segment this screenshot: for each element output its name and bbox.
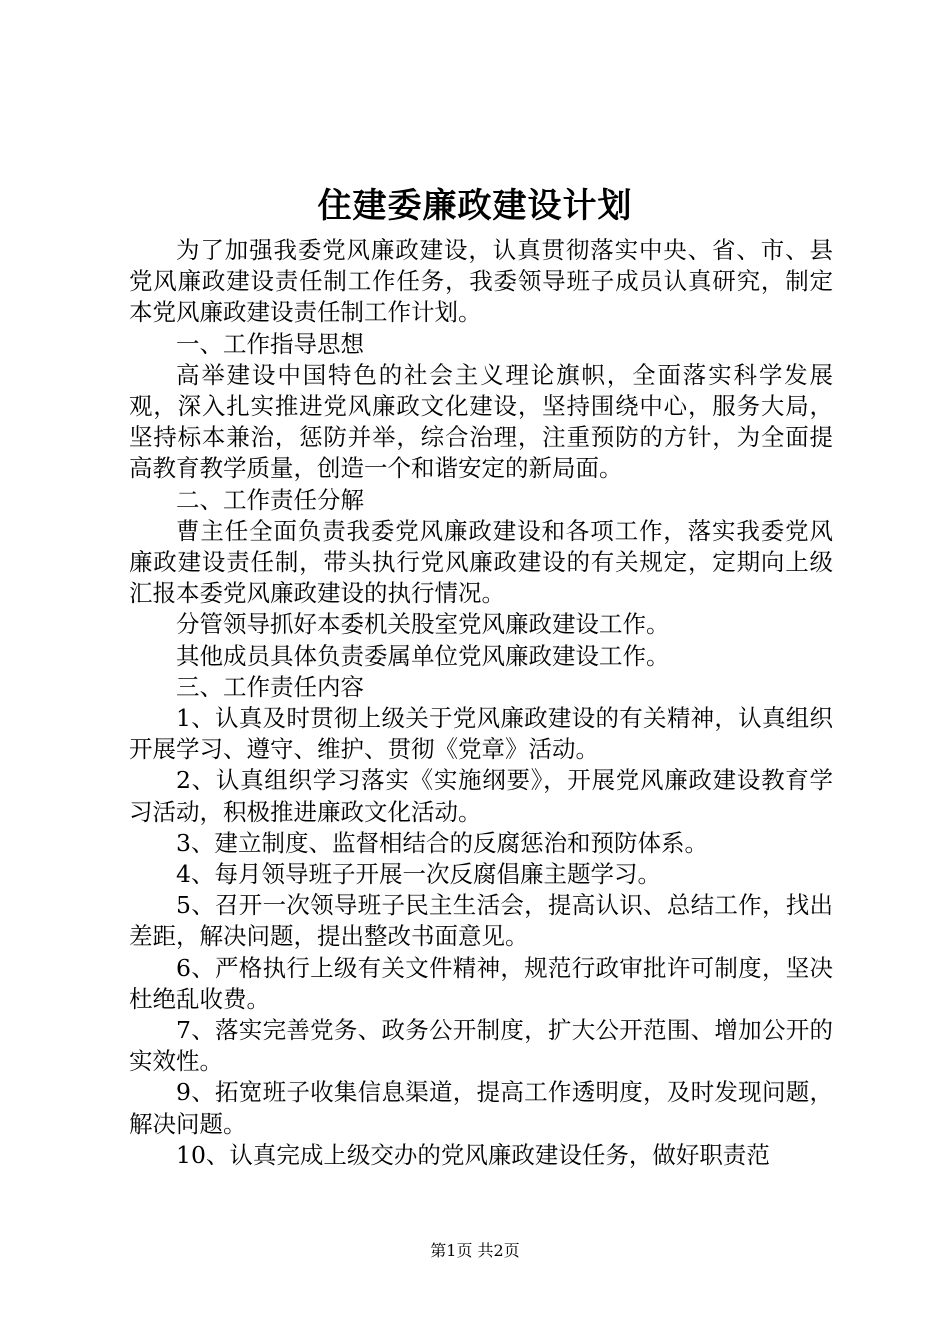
list-item-10: 10、认真完成上级交办的党风廉政建设任务，做好职责范: [176, 1140, 770, 1169]
list-item-4: 4、每月领导班子开展一次反腐倡廉主题学习。: [176, 860, 661, 889]
section-heading-responsibility-content: 三、工作责任内容: [176, 672, 364, 701]
list-item-1: 1、认真及时贯彻上级关于党风廉政建设的有关精神，认真组织开展学习、遵守、维护、贯彻《党章》活动。: [129, 704, 833, 764]
page-footer: 第1页 共2页: [430, 1241, 520, 1260]
paragraph-leader-duty: 分管领导抓好本委机关股室党风廉政建设工作。: [176, 610, 670, 639]
paragraph-director-duty: 曹主任全面负责我委党风廉政建设和各项工作，落实我委党风廉政建设责任制，带头执行党风廉政建设的有关规定，定期向上级汇报本委党风廉政建设的执行情况。: [129, 516, 833, 608]
document-title: 住建委廉政建设计划: [317, 186, 633, 226]
paragraph-member-duty: 其他成员具体负责委属单位党风廉政建设工作。: [176, 641, 670, 670]
list-item-5: 5、召开一次领导班子民主生活会，提高认识、总结工作，找出差距，解决问题，提出整改书面意见。: [129, 891, 833, 951]
paragraph-guiding-thought: 高举建设中国特色的社会主义理论旗帜，全面落实科学发展观，深入扎实推进党风廉政文化建设，坚持围绕中心，服务大局，坚持标本兼治，惩防并举，综合治理，注重预防的方针，为全面提高教育教学质量，创造一个和谐安定的新局面。: [129, 360, 833, 483]
paragraph-intro: 为了加强我委党风廉政建设，认真贯彻落实中央、省、市、县党风廉政建设责任制工作任务，我委领导班子成员认真研究，制定本党风廉政建设责任制工作计划。: [129, 236, 833, 327]
list-item-3: 3、建立制度、监督相结合的反腐惩治和预防体系。: [176, 828, 708, 857]
list-item-6: 6、严格执行上级有关文件精神，规范行政审批许可制度，坚决杜绝乱收费。: [129, 953, 833, 1013]
document-body: [129, 235, 833, 1171]
section-heading-responsibility-division: 二、工作责任分解: [176, 485, 364, 514]
section-heading-guiding-thought: 一、工作指导思想: [176, 329, 364, 358]
list-item-7: 7、落实完善党务、政务公开制度，扩大公开范围、增加公开的实效性。: [129, 1016, 833, 1076]
list-item-2: 2、认真组织学习落实《实施纲要》，开展党风廉政建设教育学习活动，积极推进廉政文化活动。: [129, 766, 833, 826]
list-item-9: 9、拓宽班子收集信息渠道，提高工作透明度，及时发现问题，解决问题。: [129, 1078, 833, 1138]
